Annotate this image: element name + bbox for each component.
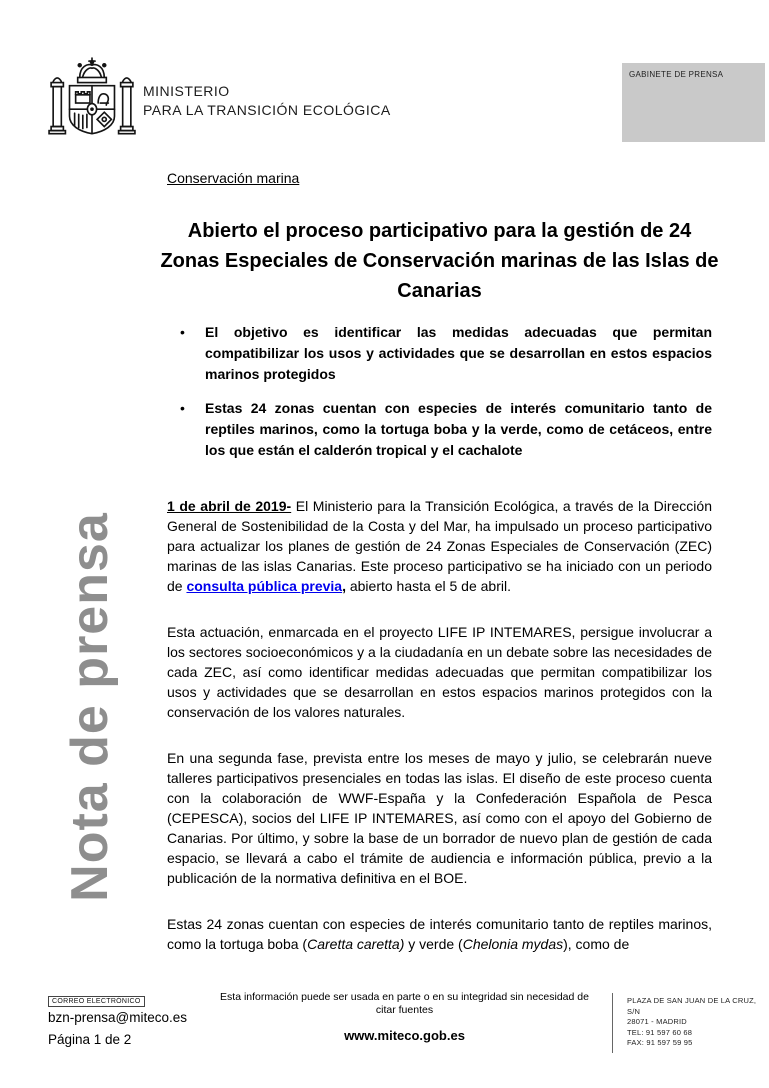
- press-email-address[interactable]: bzn-prensa@miteco.es: [48, 1010, 188, 1025]
- body-paragraphs: [167, 496, 712, 954]
- species-latin-caretta: Caretta caretta): [307, 936, 405, 952]
- paragraph-intro: [167, 496, 712, 596]
- bullet-item: [167, 322, 712, 385]
- press-office-box: [622, 63, 765, 142]
- address-line: FAX: 91 597 59 95: [627, 1038, 693, 1047]
- paragraph-second-phase: En una segunda fase, prevista entre los meses de mayo y julio, se celebrarán nueve talleres participativos presenciales en todas las islas. El diseño de este proceso cuenta con la colaboración de WWF-España y la Confederación Española de Pesca (CEPESCA), socios del LIFE IP INTEMARES, así como con el apoyo del Gobierno de Canarias. Por último, y sobre la base de un borrador de nuevo plan de gestión de cada espacio, se llevará a cabo el trámite de audiencia e información pública, previo a la publicación de la normativa definitiva en el BOE.: [167, 750, 712, 886]
- bullet-item: [167, 398, 712, 461]
- usage-note: Esta información puede ser usada en parte o en su integridad sin necesidad de citar fuentes: [220, 991, 589, 1016]
- bullet-glyph: •: [180, 400, 185, 416]
- address-line: TEL: 91 597 60 68: [627, 1027, 693, 1037]
- ministry-line1: MINISTERIO: [143, 83, 230, 99]
- highlight-bullets: [167, 322, 712, 461]
- paragraph-species: [167, 914, 712, 954]
- footer-email-block: [48, 990, 187, 1025]
- footer-vertical-divider: [612, 993, 613, 1053]
- bullet-text: El objetivo es identificar las medidas adecuadas que permitan compatibilizar los usos y actividades que se desarrollan en estos espacios marinos protegidos: [205, 324, 712, 382]
- ministry-name: [143, 82, 391, 120]
- address-line: PLAZA DE SAN JUAN DE LA CRUZ, S/N: [627, 996, 757, 1016]
- link-trailing-comma: ,: [342, 578, 346, 594]
- address-line: 28071 - MADRID: [627, 1017, 687, 1026]
- paragraph-intro-end: abierto hasta el 5 de abril.: [345, 578, 511, 594]
- press-release-title: Abierto el proceso participativo para la gestión de 24 Zonas Especiales de Conservación marinas de las Islas de Canarias: [160, 220, 719, 302]
- section-kicker: Conservación marina: [167, 170, 300, 186]
- species-text-2: y verde (: [404, 936, 463, 952]
- footer-address-block: [627, 996, 769, 1049]
- press-office-label: GABINETE DE PRENSA: [629, 70, 724, 79]
- page-indicator: Página 1 de 2: [48, 1032, 132, 1047]
- coat-of-arms-icon: [46, 56, 138, 148]
- ministry-line2: PARA LA TRANSICIÓN ECOLÓGICA: [143, 102, 391, 118]
- bullet-text: Estas 24 zonas cuentan con especies de interés comunitario tanto de reptiles marinos, como la tortuga boba y la verde, como de cetáceos, entre los que están el calderón tropical y el cachalote: [205, 400, 712, 458]
- footer-center-block: [212, 991, 597, 1043]
- dateline: 1 de abril de 2019-: [167, 498, 292, 514]
- email-label: CORREO ELECTRÓNICO: [48, 996, 145, 1007]
- spain-coat-of-arms-logo: [46, 56, 138, 148]
- species-text-1: Estas 24 zonas cuentan con especies de interés comunitario tanto de reptiles marinos, como la tortuga boba (: [167, 916, 712, 952]
- bullet-glyph: •: [180, 324, 185, 340]
- consulta-publica-previa-link[interactable]: consulta pública previa: [186, 578, 343, 594]
- nota-de-prensa-vertical-label: Nota de prensa: [61, 512, 119, 902]
- paragraph-intemares: Esta actuación, enmarcada en el proyecto LIFE IP INTEMARES, persigue involucrar a los sectores socioeconómicos y a la ciudadanía en un debate sobre las necesidades de cada ZEC, así como identificar medidas adecuadas que permitan compatibilizar los usos y actividades que se desarrollan en estos espacios marinos protegidos con la conservación de los valores naturales.: [167, 624, 712, 720]
- paragraph-intro-text: El Ministerio para la Transición Ecológica, a través de la Dirección General de Sostenibilidad de la Costa y del Mar, ha impulsado un proceso participativo para actualizar los planes de gestión de 24 Zonas Especiales de Conservación (ZEC) marinas de las islas Canarias. Este proceso participativo se ha iniciado con un periodo de: [167, 498, 712, 594]
- species-text-3: ), como de: [563, 936, 630, 952]
- species-latin-chelonia: Chelonia mydas: [462, 936, 564, 952]
- website-link[interactable]: www.miteco.gob.es: [344, 1028, 465, 1043]
- document-body: [160, 170, 719, 980]
